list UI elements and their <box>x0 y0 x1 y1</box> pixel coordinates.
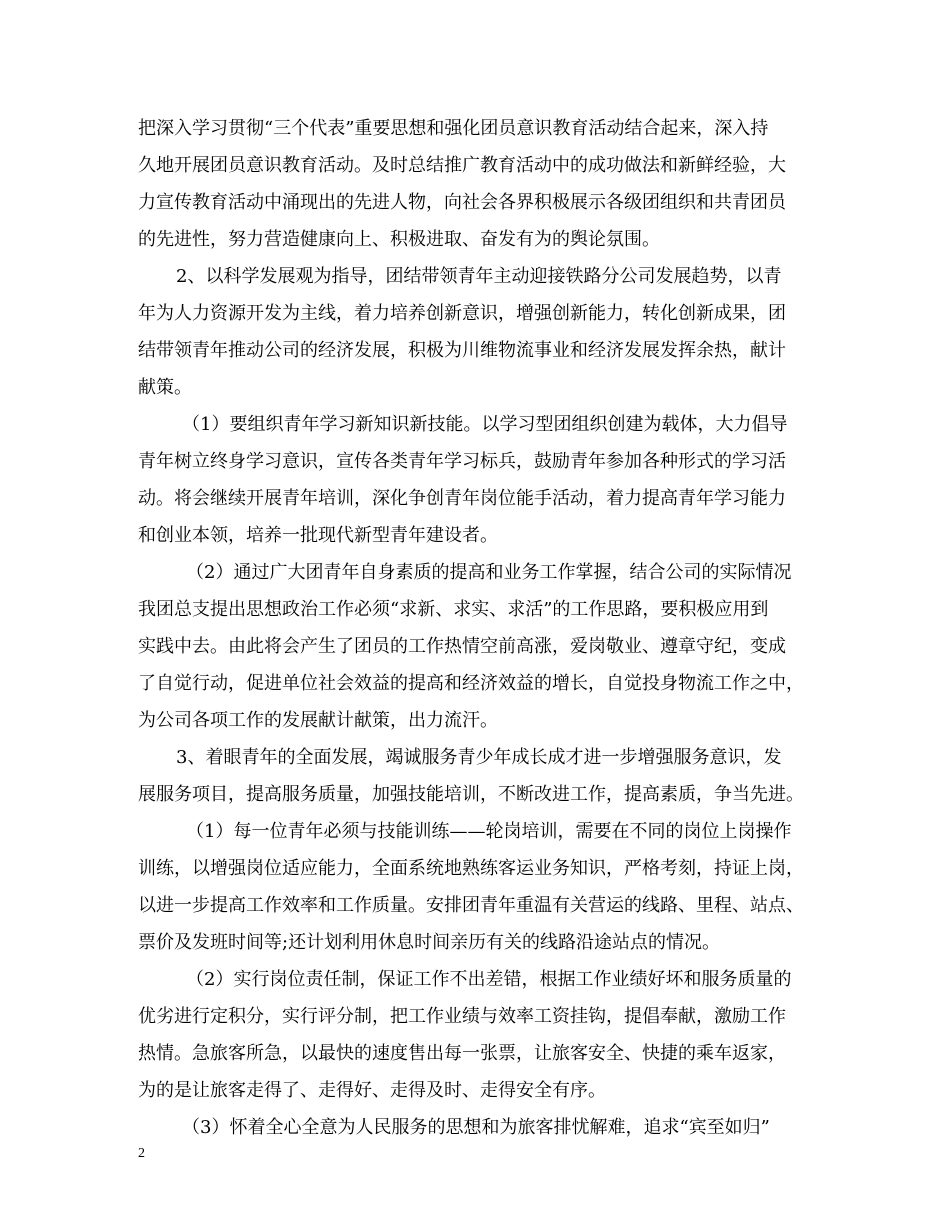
paragraph-start-line: 3、着眼青年的全面发展，竭诚服务青少年成长成才进一步增强服务意识，发 <box>176 747 782 768</box>
document-body <box>138 110 818 1146</box>
page-number: 2 <box>138 1146 145 1161</box>
paragraph-start-line: （1）每一位青年必须与技能训练——轮岗培训，需要在不同的岗位上岗操作 <box>186 821 792 842</box>
text-line: 献策。 <box>138 377 192 398</box>
text-line: 久地开展团员意识教育活动。及时总结推广教育活动中的成功做法和新鲜经验，大 <box>138 155 786 176</box>
text-line: 票价及发班时间等;还计划利用休息时间亲历有关的线路沿途站点的情况。 <box>138 932 721 953</box>
text-line: 年为人力资源开发为主线，着力培养创新意识，增强创新能力，转化创新成果，团 <box>138 303 786 324</box>
text-line: 动。将会继续开展青年培训，深化争创青年岗位能手活动，着力提高青年学习能力 <box>138 488 786 509</box>
text-line: 热情。急旅客所急，以最快的速度售出每一张票，让旅客安全、快捷的乘车返家， <box>138 1043 786 1064</box>
text-line: 青年树立终身学习意识，宣传各类青年学习标兵，鼓励青年参加各种形式的学习活 <box>138 451 786 472</box>
text-line: 为公司各项工作的发展献计献策，出力流汗。 <box>138 710 498 731</box>
text-line: 我团总支提出思想政治工作必须“求新、求实、求活”的工作思路，要积极应用到 <box>138 599 769 620</box>
text-line: 优劣进行定积分，实行评分制，把工作业绩与效率工资挂钩，提倡奉献，激励工作 <box>138 1006 786 1027</box>
text-line: 把深入学习贯彻“三个代表”重要思想和强化团员意识教育活动结合起来，深入持 <box>138 118 769 139</box>
paragraph-start-line: 2、以科学发展观为指导，团结带领青年主动迎接铁路分公司发展趋势，以青 <box>176 266 782 287</box>
text-line: 展服务项目，提高服务质量，加强技能培训，不断改进工作，提高素质，争当先进。 <box>138 784 804 805</box>
text-line: 以进一步提高工作效率和工作质量。安排团青年重温有关营运的线路、里程、站点、 <box>138 895 804 916</box>
text-line: 结带领青年推动公司的经济发展，积极为川维物流事业和经济发展发挥余热，献计 <box>138 340 786 361</box>
paragraph-start-line: （3）怀着全心全意为人民服务的思想和为旅客排忧解难，追求“宾至如归” <box>182 1117 770 1138</box>
text-line: 为的是让旅客走得了、走得好、走得及时、走得安全有序。 <box>138 1080 606 1101</box>
paragraph-start-line: （1）要组织青年学习新知识新技能。以学习型团组织创建为载体，大力倡导 <box>182 414 788 435</box>
text-line: 训练，以增强岗位适应能力，全面系统地熟练客运业务知识，严格考刻，持证上岗， <box>138 858 804 879</box>
paragraph-start-line: （2）实行岗位责任制，保证工作不出差错，根据工作业绩好坏和服务质量的 <box>186 969 792 990</box>
text-line: 力宣传教育活动中涌现出的先进人物，向社会各界积极展示各级团组织和共青团员 <box>138 192 786 213</box>
text-line: 和创业本领，培养一批现代新型青年建设者。 <box>138 525 498 546</box>
text-line: 实践中去。由此将会产生了团员的工作热情空前高涨，爱岗敬业、遵章守纪，变成 <box>138 636 786 657</box>
paragraph-start-line: （2）通过广大团青年自身素质的提高和业务工作掌握，结合公司的实际情况 <box>186 562 792 583</box>
text-line: 了自觉行动，促进单位社会效益的提高和经济效益的增长，自觉投身物流工作之中， <box>138 673 804 694</box>
text-line: 的先进性，努力营造健康向上、积极进取、奋发有为的舆论氛围。 <box>138 229 660 250</box>
